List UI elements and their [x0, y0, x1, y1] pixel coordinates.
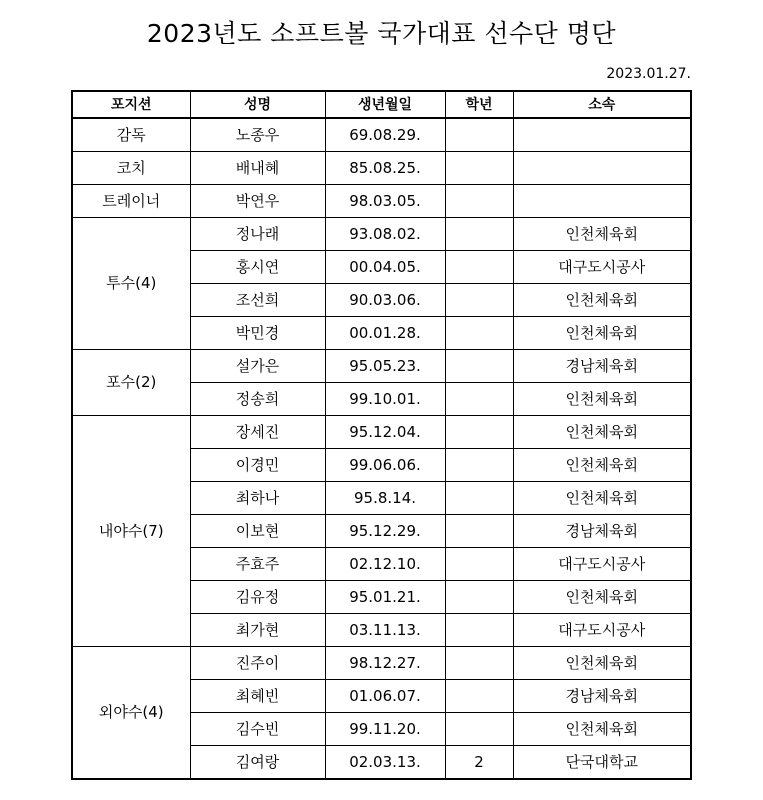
team-cell: 인천체육회	[513, 647, 691, 680]
grade-cell	[445, 416, 513, 449]
grade-cell	[445, 515, 513, 548]
grade-cell: 2	[445, 746, 513, 780]
birth-cell: 95.12.29.	[325, 515, 445, 548]
grade-cell	[445, 218, 513, 251]
team-cell: 인천체육회	[513, 449, 691, 482]
position-group-catcher: 포수(2)	[72, 350, 190, 416]
birth-cell: 03.11.13.	[325, 614, 445, 647]
grade-cell	[445, 449, 513, 482]
grade-cell	[445, 317, 513, 350]
birth-cell: 69.08.29.	[325, 118, 445, 152]
name-cell: 홍시연	[190, 251, 325, 284]
team-cell: 인천체육회	[513, 218, 691, 251]
position-cell: 감독	[72, 118, 190, 152]
grade-cell	[445, 118, 513, 152]
name-cell: 진주이	[190, 647, 325, 680]
team-cell: 인천체육회	[513, 713, 691, 746]
header-name: 성명	[190, 91, 325, 118]
name-cell: 박민경	[190, 317, 325, 350]
birth-cell: 98.12.27.	[325, 647, 445, 680]
grade-cell	[445, 383, 513, 416]
grade-cell	[445, 482, 513, 515]
position-cell: 트레이너	[72, 185, 190, 218]
birth-cell: 98.03.05.	[325, 185, 445, 218]
name-cell: 설가은	[190, 350, 325, 383]
header-row	[72, 91, 691, 118]
team-cell: 대구도시공사	[513, 251, 691, 284]
table-row	[72, 118, 691, 152]
name-cell: 정나래	[190, 218, 325, 251]
name-cell: 주효주	[190, 548, 325, 581]
grade-cell	[445, 284, 513, 317]
position-cell: 코치	[72, 152, 190, 185]
birth-cell: 02.03.13.	[325, 746, 445, 780]
grade-cell	[445, 713, 513, 746]
name-cell: 최혜빈	[190, 680, 325, 713]
name-cell: 박연우	[190, 185, 325, 218]
name-cell: 김유정	[190, 581, 325, 614]
team-cell: 인천체육회	[513, 383, 691, 416]
grade-cell	[445, 251, 513, 284]
birth-cell: 90.03.06.	[325, 284, 445, 317]
birth-cell: 00.04.05.	[325, 251, 445, 284]
birth-cell: 99.10.01.	[325, 383, 445, 416]
birth-cell: 95.12.04.	[325, 416, 445, 449]
team-cell	[513, 152, 691, 185]
roster-table	[71, 90, 692, 780]
team-cell: 경남체육회	[513, 515, 691, 548]
team-cell: 인천체육회	[513, 284, 691, 317]
grade-cell	[445, 152, 513, 185]
name-cell: 최하나	[190, 482, 325, 515]
team-cell	[513, 118, 691, 152]
header-position: 포지션	[72, 91, 190, 118]
birth-cell: 99.11.20.	[325, 713, 445, 746]
birth-cell: 93.08.02.	[325, 218, 445, 251]
grade-cell	[445, 350, 513, 383]
team-cell: 인천체육회	[513, 482, 691, 515]
name-cell: 정송희	[190, 383, 325, 416]
position-group-outfielder: 외야수(4)	[72, 647, 190, 780]
name-cell: 장세진	[190, 416, 325, 449]
grade-cell	[445, 647, 513, 680]
name-cell: 최가현	[190, 614, 325, 647]
team-cell: 인천체육회	[513, 416, 691, 449]
position-group-pitcher: 투수(4)	[72, 218, 190, 350]
team-cell	[513, 185, 691, 218]
header-team: 소속	[513, 91, 691, 118]
document-date: 2023.01.27.	[606, 66, 691, 82]
document-title: 2023년도 소프트볼 국가대표 선수단 명단	[146, 19, 617, 48]
name-cell: 김여랑	[190, 746, 325, 780]
header-grade: 학년	[445, 91, 513, 118]
name-cell: 배내혜	[190, 152, 325, 185]
name-cell: 노종우	[190, 118, 325, 152]
team-cell: 인천체육회	[513, 317, 691, 350]
team-cell: 단국대학교	[513, 746, 691, 780]
position-group-infielder: 내야수(7)	[72, 416, 190, 647]
grade-cell	[445, 680, 513, 713]
birth-cell: 95.05.23.	[325, 350, 445, 383]
grade-cell	[445, 185, 513, 218]
table-row	[72, 185, 691, 218]
team-cell: 경남체육회	[513, 680, 691, 713]
birth-cell: 95.01.21.	[325, 581, 445, 614]
birth-cell: 02.12.10.	[325, 548, 445, 581]
birth-cell: 00.01.28.	[325, 317, 445, 350]
birth-cell: 01.06.07.	[325, 680, 445, 713]
name-cell: 이경민	[190, 449, 325, 482]
birth-cell: 85.08.25.	[325, 152, 445, 185]
grade-cell	[445, 614, 513, 647]
name-cell: 이보현	[190, 515, 325, 548]
name-cell: 조선희	[190, 284, 325, 317]
table-row	[72, 647, 691, 680]
header-birth: 생년월일	[325, 91, 445, 118]
table-row	[72, 152, 691, 185]
grade-cell	[445, 548, 513, 581]
table-row	[72, 416, 691, 449]
table-row	[72, 350, 691, 383]
team-cell: 인천체육회	[513, 581, 691, 614]
table-row	[72, 218, 691, 251]
grade-cell	[445, 581, 513, 614]
birth-cell: 95.8.14.	[325, 482, 445, 515]
team-cell: 대구도시공사	[513, 548, 691, 581]
birth-cell: 99.06.06.	[325, 449, 445, 482]
team-cell: 경남체육회	[513, 350, 691, 383]
team-cell: 대구도시공사	[513, 614, 691, 647]
name-cell: 김수빈	[190, 713, 325, 746]
